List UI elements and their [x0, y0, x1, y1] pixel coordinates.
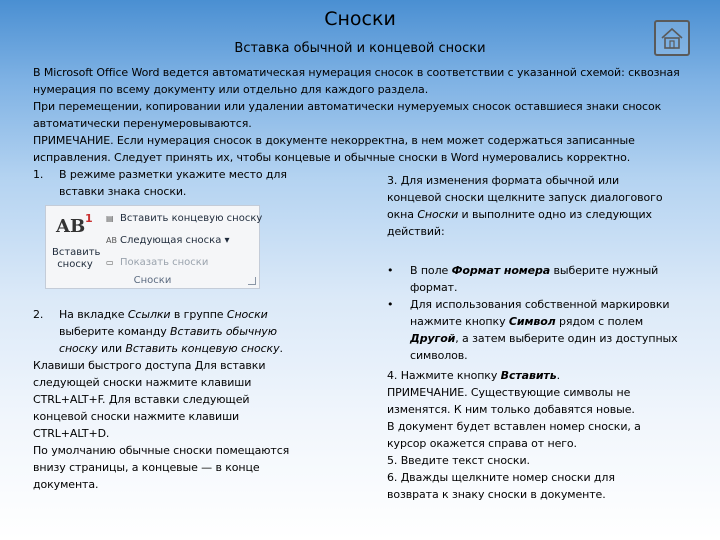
text-line: символов.: [410, 349, 468, 362]
text-line: ПРИМЕЧАНИЕ. Существующие символы не: [387, 386, 631, 399]
show-notes-button[interactable]: [106, 257, 208, 268]
step-text: В режиме разметки укажите место для: [59, 168, 287, 181]
text-line: концевой сноски щелкните запуск диалогового: [387, 191, 663, 204]
text-line: В поле: [410, 264, 452, 277]
step-4-6: [387, 367, 687, 503]
bullet-list: [387, 262, 707, 364]
insert-endnote-label: Вставить концевую сноску: [120, 213, 263, 224]
text-line: действий:: [387, 225, 445, 238]
step-text: в группе: [170, 308, 227, 321]
insert-footnote-button[interactable]: Вставить сноску: [52, 247, 101, 270]
text-line: В документ будет вставлен номер сноски, а: [387, 420, 641, 433]
page-title: Сноски: [324, 8, 396, 30]
list-item: [387, 296, 707, 364]
text-line: Клавиши быстрого доступа Для вставки: [33, 359, 266, 372]
text-line: и выполните одно из следующих: [458, 208, 652, 221]
step-text: выберите команду: [59, 325, 171, 338]
ribbon-footnotes-group: [45, 205, 263, 289]
next-footnote-icon: AB: [106, 236, 117, 245]
intro-line: нумерация по всему документу или отдельно для каждого раздела.: [33, 83, 429, 96]
text-line: 6. Дважды щелкните номер сноски для: [387, 471, 615, 484]
text-line: изменятся. К ним только добавятся новые.: [387, 403, 635, 416]
ribbon-group-label: Сноски: [133, 275, 172, 286]
intro-line: ПРИМЕЧАНИЕ. Если нумерация сносок в документе некорректна, в нем может содержаться записанные: [33, 134, 635, 147]
insert-footnote-icon[interactable]: AB: [56, 216, 86, 237]
footnote-superscript: 1: [85, 212, 93, 225]
number-format-ref: Формат номера: [451, 264, 551, 277]
next-footnote-label: Следующая сноска: [120, 235, 222, 246]
dialog-launcher-icon[interactable]: [248, 277, 256, 285]
text-line: По умолчанию обычные сноски помещаются: [33, 444, 290, 457]
insert-footnote-ref: сноску: [59, 342, 98, 355]
insert-button-ref: Вставить: [500, 369, 557, 382]
chevron-down-icon: ▾: [224, 235, 230, 246]
insert-endnote-ref: Вставить концевую сноску: [125, 342, 280, 355]
next-footnote-button[interactable]: [106, 235, 230, 246]
footnotes-group-ref: Сноски: [226, 308, 268, 321]
text-line: CTRL+ALT+F. Для вставки следующей: [33, 393, 250, 406]
step-text: или: [97, 342, 126, 355]
text-line: документа.: [33, 478, 99, 491]
footnotes-dialog-ref: Сноски: [417, 208, 459, 221]
text-line: окна: [387, 208, 418, 221]
text-line: внизу страницы, а концевые — в конце: [33, 461, 260, 474]
custom-field-ref: Другой: [410, 332, 456, 345]
insert-footnote-ref: Вставить обычную: [170, 325, 277, 338]
intro-line: При перемещении, копировании или удалении автоматически нумеруемых сносок оставшиеся знаки сносок: [33, 100, 662, 113]
bullet-icon: •: [387, 264, 394, 277]
step-text: На вкладке: [59, 308, 128, 321]
insert-endnote-button[interactable]: [106, 213, 262, 224]
step-number: 2.: [33, 308, 44, 321]
shortcuts-paragraph: [33, 357, 313, 493]
text-line: следующей сноски нажмите клавиши: [33, 376, 252, 389]
intro-line: В Microsoft Office Word ведется автоматическая нумерация сносок в соответствии с указанной схемой: сквозная: [33, 66, 680, 79]
references-tab-ref: Ссылки: [127, 308, 171, 321]
text-line: 3. Для изменения формата обычной или: [387, 174, 620, 187]
step-2: [33, 306, 323, 357]
text-line: выберите нужный: [550, 264, 659, 277]
list-item: [387, 262, 707, 296]
step-text: .: [279, 342, 283, 355]
symbol-button-ref: Символ: [508, 315, 556, 328]
step-text: вставки знака сноски.: [59, 185, 187, 198]
text-line: концевой сноски нажмите клавиши: [33, 410, 240, 423]
intro-line: исправления. Следует принять их, чтобы концевые и обычные сноски в Word нумеровались корректно.: [33, 151, 631, 164]
bullet-icon: •: [387, 298, 394, 311]
show-notes-icon: ▭: [106, 258, 114, 267]
subtitle: Вставка обычной и концевой сноски: [234, 41, 486, 56]
text-line: формат.: [410, 281, 458, 294]
text-line: курсор окажется справа от него.: [387, 437, 577, 450]
show-notes-label: Показать сноски: [120, 257, 209, 268]
text-line: 4. Нажмите кнопку: [387, 369, 501, 382]
text-line: Для использования собственной маркировки: [410, 298, 670, 311]
intro-line: автоматически перенумеровываются.: [33, 117, 252, 130]
step-number: 1.: [33, 168, 44, 181]
text-line: 5. Введите текст сноски.: [387, 454, 530, 467]
text-line: возврата к знаку сноски в документе.: [387, 488, 606, 501]
intro-paragraph: [33, 64, 713, 166]
step-3: [387, 172, 677, 240]
text-line: .: [556, 369, 560, 382]
text-line: рядом с полем: [555, 315, 644, 328]
step-1: [33, 166, 333, 200]
text-line: , а затем выберите один из доступных: [455, 332, 678, 345]
endnote-icon: ▤: [106, 214, 114, 223]
text-line: нажмите кнопку: [410, 315, 509, 328]
text-line: CTRL+ALT+D.: [33, 427, 110, 440]
